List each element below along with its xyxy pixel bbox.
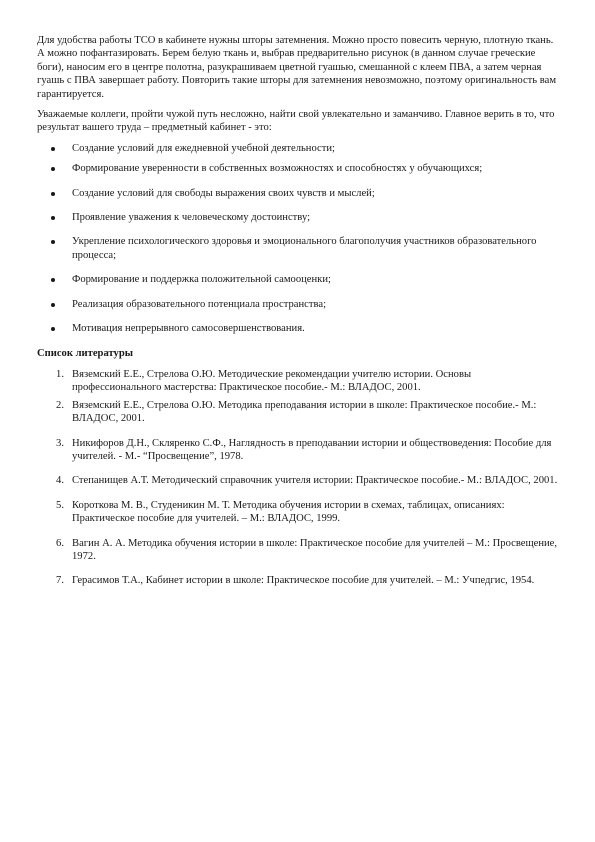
goals-list-item (37, 273, 560, 286)
reference-text: Степанищев А.Т. Методический справочник учителя истории: Практическое пособие.- М.: ВЛАДОС, 2001. (72, 475, 558, 487)
bullet-icon (51, 216, 55, 220)
goals-list-item-text: Формирование и поддержка положительной самооценки; (72, 274, 331, 286)
goals-list-item-text: Создание условий для свободы выражения своих чувств и мыслей; (72, 187, 375, 199)
bullet-icon (51, 303, 55, 307)
goals-list-item-text: Укрепление психологического здоровья и эмоционального благополучия участников образовательного процесса; (72, 236, 537, 261)
goals-list-item-text: Формирование уверенности в собственных возможностях и способностях у обучающихся; (72, 163, 483, 175)
reference-item (37, 368, 560, 395)
reference-number: 6. (56, 537, 64, 549)
reference-number: 2. (56, 399, 64, 411)
reference-number: 4. (56, 475, 64, 487)
goals-list-item (37, 322, 560, 335)
bullet-icon (51, 278, 55, 282)
reference-text: Герасимов Т.А., Кабинет истории в школе: Практическое пособие для учителей. – М.: Учпедгис, 1954. (72, 575, 535, 587)
goals-list-item-text: Мотивация непрерывного самосовершенствования. (72, 323, 305, 335)
goals-list-item (37, 235, 560, 262)
reference-number: 5. (56, 499, 64, 511)
goals-list-item (37, 187, 560, 200)
reference-item (37, 537, 560, 564)
bullet-icon (51, 147, 55, 151)
reference-text: Никифоров Д.Н., Скляренко С.Ф., Наглядность в преподавании истории и обществоведения: Пособие для учителей. - М.- “Просвещение”, 1978. (72, 437, 552, 462)
references-heading: Список литературы (37, 347, 134, 359)
goals-list-item (37, 298, 560, 311)
intro-paragraph-1: Для удобства работы ТСО в кабинете нужны шторы затемнения. Можно просто повесить черную, плотную ткань. А можно пофантазировать. Берем белую ткань и, выбрав предварительно рисунок (в данном случае греческие боги), наносим его в центре полотна, разукрашиваем цветной гуашью, смешанной с клеем ПВА, а затем черная гуашь с ПВА завершает работу. Повторить такие шторы для затемнения невозможно, поэтому оригинальность вам гарантируется. (37, 35, 557, 100)
goals-list-item-text: Проявление уважения к человеческому достоинству; (72, 212, 311, 224)
goals-list-item-text: Реализация образовательного потенциала пространства; (72, 298, 327, 310)
bullet-icon (51, 192, 55, 196)
reference-number: 7. (56, 575, 64, 587)
goals-list-item-text: Создание условий для ежедневной учебной деятельности; (72, 142, 335, 154)
reference-text: Короткова М. В., Студеникин М. Т. Методика обучения истории в схемах, таблицах, описаниях: Практическое пособие для учителей. – М.: ВЛАДОС, 1999. (72, 499, 505, 525)
reference-item (37, 574, 560, 587)
references-list (37, 368, 560, 588)
reference-text: Вяземский Е.Е., Стрелова О.Ю. Методика преподавания истории в школе: Практическое пособие.- М.: ВЛАДОС, 2001. (72, 399, 537, 425)
intro-paragraph-2: Уважаемые коллеги, пройти чужой путь несложно, найти свой увлекательно и заманчиво. Главное верить в то, что результат вашего труда – предметный кабинет - это: (37, 109, 555, 134)
bullet-icon (51, 240, 55, 244)
goals-list (37, 142, 560, 336)
reference-item (37, 437, 560, 464)
bullet-icon (51, 167, 55, 171)
goals-list-item (37, 211, 560, 224)
goals-list-item (37, 142, 560, 155)
reference-item (37, 499, 560, 526)
reference-number: 1. (56, 368, 64, 380)
reference-text: Вяземский Е.Е., Стрелова О.Ю. Методические рекомендации учителю истории. Основы профессионального мастерства: Практическое пособие.- М.: ВЛАДОС, 2001. (72, 368, 472, 394)
reference-item (37, 399, 560, 426)
document-page (37, 34, 560, 599)
bullet-icon (51, 327, 55, 331)
reference-text: Вагин А. А. Методика обучения истории в школе: Практическое пособие для учителей – М.: Просвещение, 1972. (72, 537, 558, 562)
reference-item (37, 474, 560, 487)
reference-number: 3. (56, 437, 64, 449)
goals-list-item (37, 162, 560, 175)
